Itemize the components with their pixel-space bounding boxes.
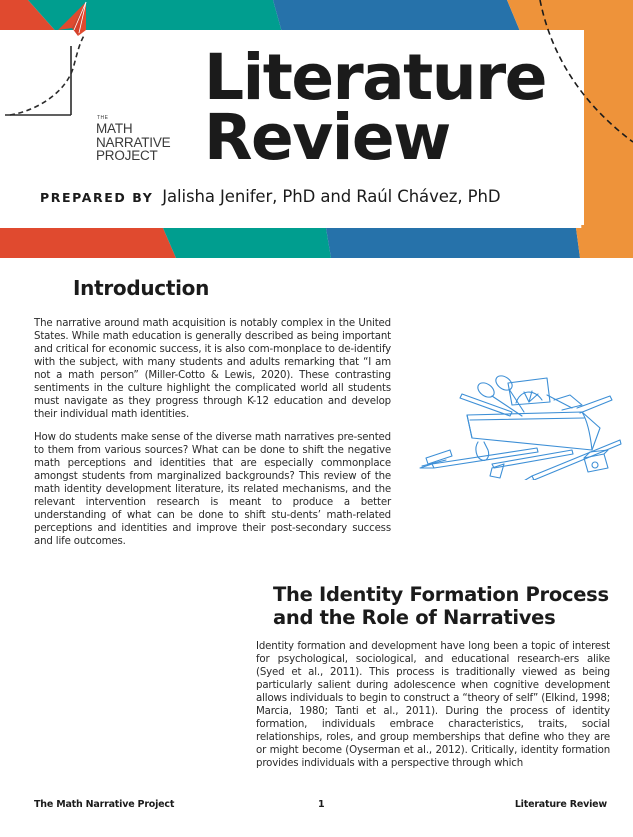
paper-airplane-icon (58, 2, 86, 36)
intro-paragraph-1: The narrative around math acquisition is notably complex in the United States. While math education is generally described as being important and critical for economic success, it is also com-monplace to de-identify with the subject, with many students and adults remarking that “I am not a math person” (Miller-Cotto & Lewis, 2020). These contrasting sentiments in the culture highlight the complicated world all students must navigate as they progress through K-12 education and develop their individual math identities. (34, 318, 391, 420)
logo-math: MATH (96, 121, 133, 136)
logo-project: PROJECT (96, 148, 158, 163)
footer-page-number: 1 (318, 799, 325, 810)
footer-doc-title: Literature Review (514, 799, 607, 810)
section-heading-introduction: Introduction (73, 276, 210, 300)
identity-paragraph-1: Identity formation and development have long been a topic of interest for psychological, sociological, and educational research-ers alike (Syed et al., 2011). This process is traditionally viewed as being particularly salient during adolescence when cognitive development allows individuals to begin to construct a “theory of self” (Elkind, 1998; Marcia, 1980; Tanti et al., 2011). During the process of identity formation, individuals embrace characteristics, traits, social relationships, roles, and group memberships that define who they are or might become (Oyserman et al., 2012). Critically, identity formation provides individuals with a perspective through which (256, 641, 610, 769)
document-title (204, 41, 546, 174)
prepared-by-line (40, 186, 500, 207)
logo-the: THE (97, 115, 109, 121)
footer-org-name: The Math Narrative Project (34, 799, 175, 810)
math-narrative-logo (0, 0, 170, 125)
title-line-1: Literature (204, 41, 546, 114)
header-band (0, 0, 633, 258)
logo-narrative: NARRATIVE (96, 134, 171, 150)
intro-paragraph-2: How do students make sense of the diverse math narratives pre-sented to them from various sources? What can be done to shift the negative math perceptions and identities that are especially commonplace amongst students from marginalized backgrounds? This review of the math identity development literature, its related mechanisms, and the relevant intervention research is meant to produce a better understanding of what can be done to shift stu-dents’ math-related perceptions and identities and improve their post-secondary success and life outcomes. (34, 432, 391, 547)
section-heading-identity-formation: The Identity Formation Process and the Role of Narratives (273, 583, 609, 629)
title-line-2: Review (204, 101, 450, 174)
logo-wordmark (96, 116, 170, 163)
prepared-by-label: PREPARED BY (40, 190, 154, 205)
pencil-case-illustration (412, 350, 622, 480)
authors: Jalisha Jenifer, PhD and Raúl Chávez, PhD (162, 187, 501, 206)
